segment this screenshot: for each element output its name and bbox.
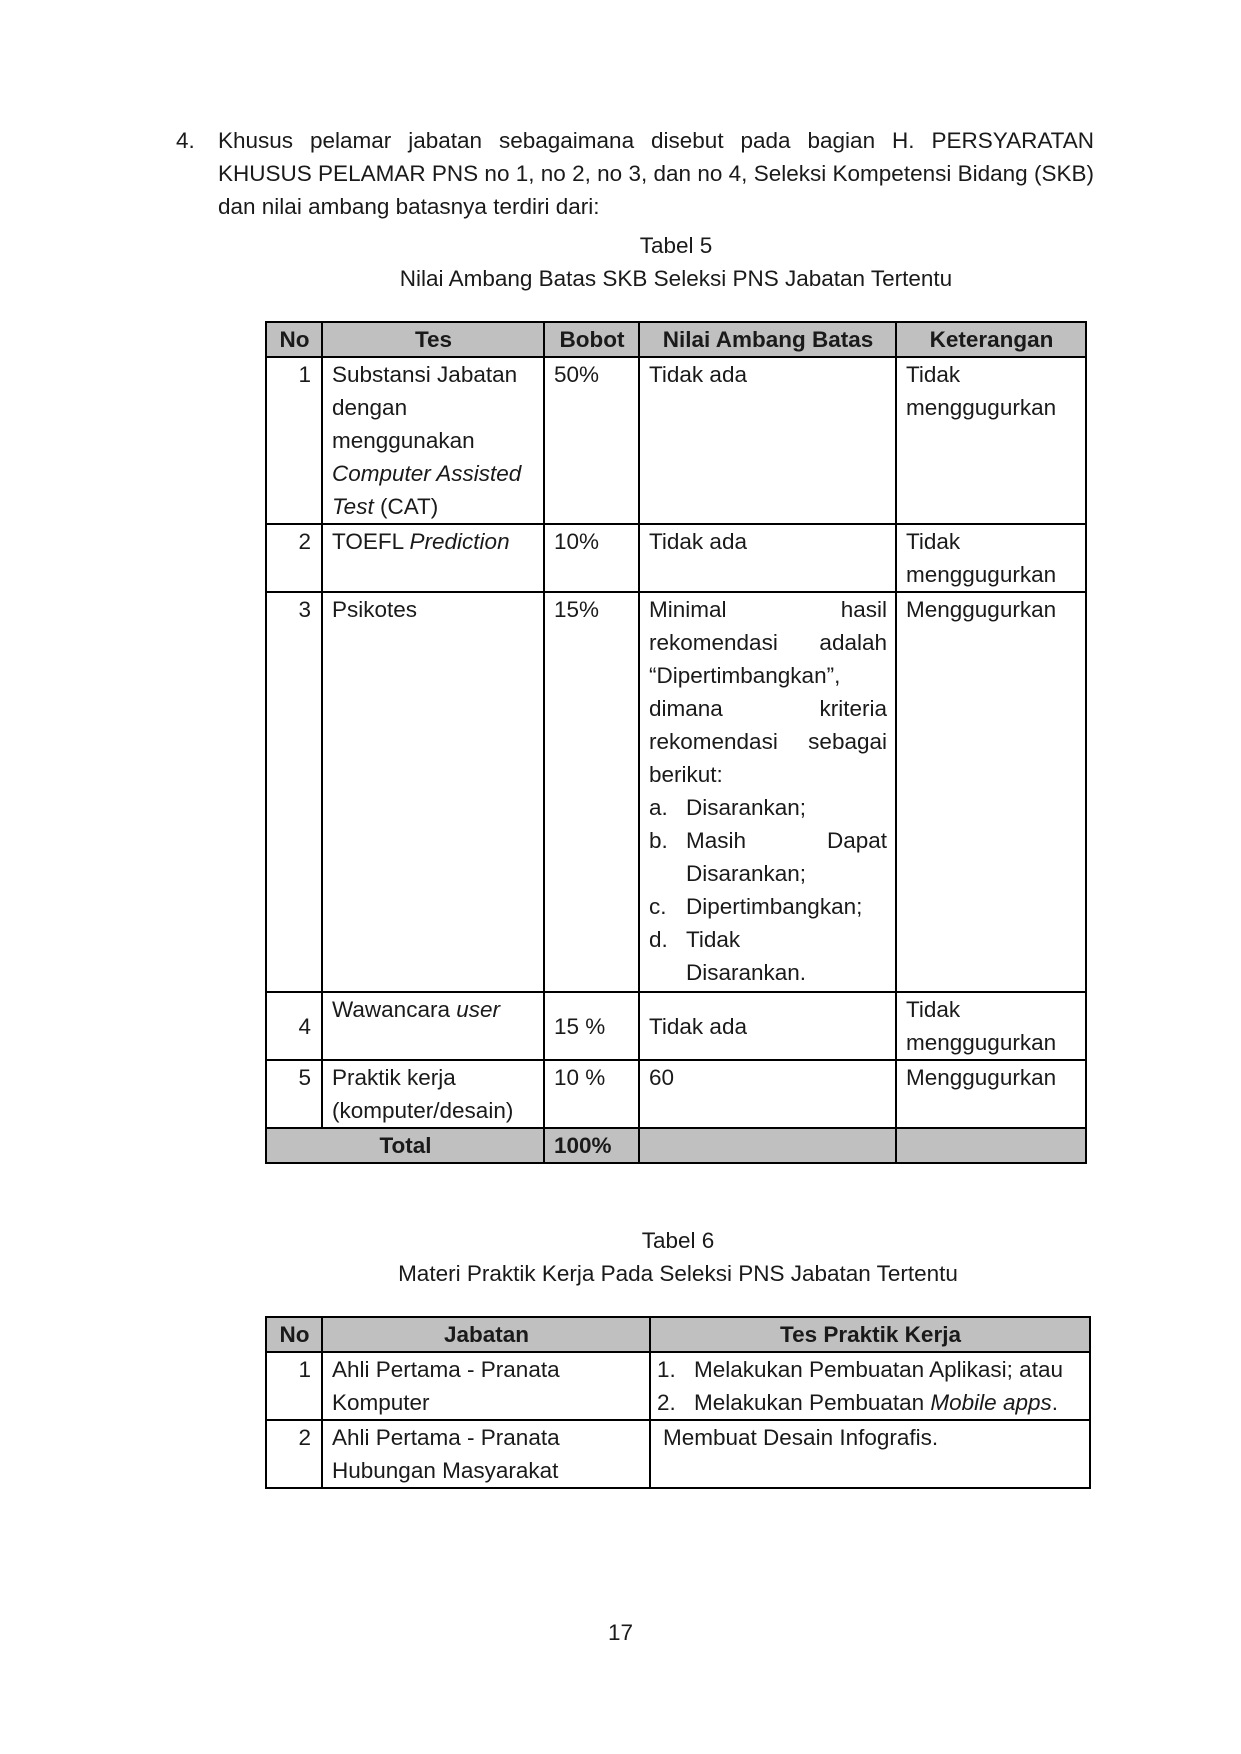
list-item: 2. Melakukan Pembuatan Mobile apps. [657,1390,1058,1415]
test-name: Psikotes [322,592,544,992]
table6-header-row [266,1317,1090,1352]
table6-title: Materi Praktik Kerja Pada Seleksi PNS Jabatan Tertentu [398,1261,958,1286]
position-name: Ahli Pertama - Pranata Komputer [322,1352,650,1420]
empty-cell [639,1128,896,1163]
column-header: Keterangan [896,322,1086,357]
weight: 10% [544,524,639,592]
remark: Menggugurkan [896,1060,1086,1128]
test-name: Praktik kerja (komputer/desain) [322,1060,544,1128]
remark: Tidak menggugurkan [896,524,1086,592]
remark: Tidak menggugurkan [896,992,1086,1060]
weight: 50% [544,357,639,524]
table-row [266,1352,1090,1420]
test-name: TOEFL Prediction [322,524,544,592]
row-number: 3 [266,592,322,992]
remark: Menggugurkan [896,592,1086,992]
remark: Tidak menggugurkan [896,357,1086,524]
table6-caption [266,1224,1090,1290]
practice-list [657,1353,1081,1419]
column-header: No [266,1317,322,1352]
weight: 15 % [544,992,639,1060]
empty-cell [896,1128,1086,1163]
table-row [266,992,1086,1060]
test-name: Substansi Jabatan dengan menggunakan Computer Assisted Test (CAT) [322,357,544,524]
page-number: 17 [607,1620,634,1645]
weight: 10 % [544,1060,639,1128]
list-item: d. Tidak Disarankan. [649,927,807,985]
row-number: 5 [266,1060,322,1128]
threshold: Tidak ada [639,524,896,592]
table-row [266,357,1086,524]
row-number: 2 [266,1420,322,1488]
table5-header-row [266,322,1086,357]
position-name: Ahli Pertama - Pranata Hubungan Masyarakat [322,1420,650,1488]
practice-test: Membuat Desain Infografis. [650,1420,1090,1488]
row-number: 1 [266,1352,322,1420]
table-row [266,592,1086,992]
criteria-list [649,791,887,989]
column-header: Bobot [544,322,639,357]
column-header: Jabatan [322,1317,650,1352]
list-number: 4. [176,128,195,153]
threshold: Tidak ada [639,992,896,1060]
row-number: 1 [266,357,322,524]
table-row [266,524,1086,592]
weight: 15% [544,592,639,992]
intro-paragraph [176,124,1094,223]
practice-test [650,1352,1090,1420]
table6 [265,1316,1091,1489]
table5-caption [266,229,1086,295]
list-item: a. Disarankan; [649,795,807,820]
table5 [265,321,1087,1164]
test-name: Wawancara user [322,992,544,1060]
list-item: c. Dipertimbangkan; [649,894,863,919]
total-label: Total [266,1128,544,1163]
row-number: 2 [266,524,322,592]
column-header: Tes [322,322,544,357]
column-header: Tes Praktik Kerja [650,1317,1090,1352]
row-number: 4 [266,992,322,1060]
threshold [639,592,896,992]
total-row [266,1128,1086,1163]
table5-label: Tabel 5 [639,233,713,258]
table-row [266,1420,1090,1488]
intro-text: Khusus pelamar jabatan sebagaimana disebut pada bagian H. PERSYARATAN KHUSUS PELAMAR PNS no 1, no 2, no 3, dan no 4, Seleksi Kompetensi Bidang (SKB) dan nilai ambang batasnya terdiri dari: [218,128,1094,219]
total-weight: 100% [544,1128,639,1163]
list-item: 1. Melakukan Pembuatan Aplikasi; atau [657,1357,1063,1382]
column-header: Nilai Ambang Batas [639,322,896,357]
threshold-intro: Minimal hasil rekomendasi adalah “Dipertimbangkan”, dimana kriteria rekomendasi sebagai berikut: [649,597,887,787]
list-item: b. Masih Dapat Disarankan; [649,828,887,886]
column-header: No [266,322,322,357]
table-row [266,1060,1086,1128]
table5-title: Nilai Ambang Batas SKB Seleksi PNS Jabatan Tertentu [399,266,953,291]
threshold: Tidak ada [639,357,896,524]
threshold: 60 [639,1060,896,1128]
table6-label: Tabel 6 [641,1228,715,1253]
